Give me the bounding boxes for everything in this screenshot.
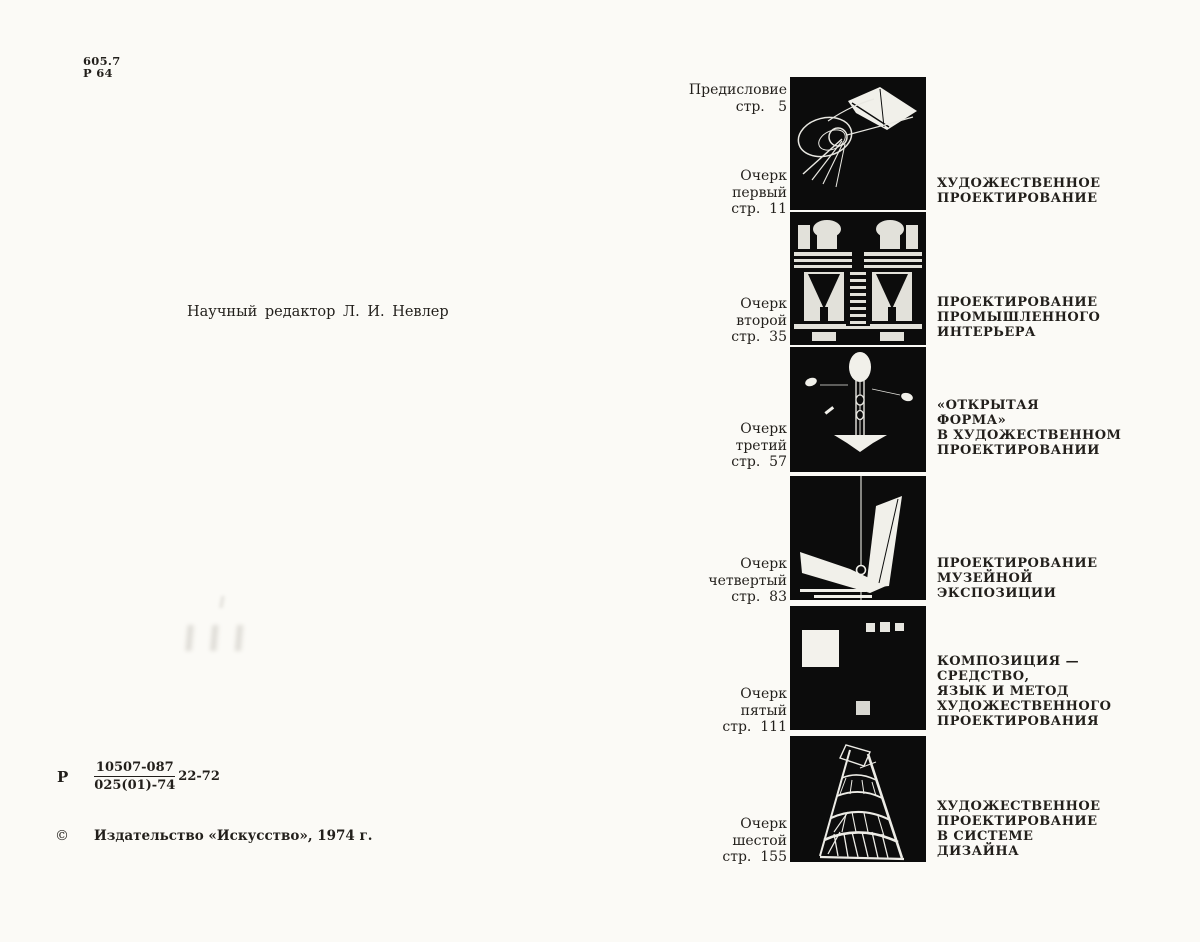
toc-label-essay-five: Очерк пятый стр. 111 <box>722 686 787 735</box>
toc-title-essay-two: ПРОЕКТИРОВАНИЕ ПРОМЫШЛЕННОГО ИНТЕРЬЕРА <box>937 295 1101 340</box>
toc-title-essay-five: КОМПОЗИЦИЯ — СРЕДСТВО, ЯЗЫК И МЕТОД ХУДОЖЕСТВЕННОГО ПРОЕКТИРОВАНИЯ <box>937 654 1112 729</box>
pendulum-form-image <box>790 347 926 472</box>
copyright-text: Издательство «Искусство», 1974 г. <box>94 828 373 844</box>
catalog-index <box>57 760 220 793</box>
thumbnail-essay-four <box>790 476 926 600</box>
toc-label-essay-two: Очерк второй стр. 35 <box>731 296 787 345</box>
toc-title-essay-four: ПРОЕКТИРОВАНИЕ МУЗЕЙНОЙ ЭКСПОЗИЦИИ <box>937 556 1098 601</box>
copyright-line <box>55 828 373 844</box>
thumbnail-essay-five <box>790 606 926 730</box>
industrial-machines-image <box>790 212 926 345</box>
squares-composition-image <box>790 606 926 730</box>
toc-label-essay-one: Очерк первый стр. 11 <box>731 168 787 217</box>
catalog-code: 605.7 Р 64 <box>83 54 121 80</box>
copyright-icon: © <box>55 828 69 844</box>
index-denominator: 025(01)-74 <box>94 778 176 793</box>
index-numerator: 10507-087 <box>95 760 174 775</box>
thumbnail-essay-one <box>790 77 926 210</box>
thumbnail-essay-three <box>790 347 926 472</box>
toc-label-preface: Предисловие стр. 5 <box>688 82 787 115</box>
index-suffix: 22-72 <box>178 769 220 784</box>
toc-title-essay-three: «ОТКРЫТАЯ ФОРМА» В ХУДОЖЕСТВЕННОМ ПРОЕКТИРОВАНИИ <box>937 398 1122 458</box>
pencil-smudge <box>145 625 280 651</box>
toc-label-essay-three: Очерк третий стр. 57 <box>731 421 787 470</box>
toc-label-essay-six: Очерк шестой стр. 155 <box>722 816 787 865</box>
lattice-tower-image <box>790 736 926 862</box>
editor-credit: Научный редактор Л. И. Невлер <box>187 304 449 320</box>
thumbnail-essay-two <box>790 212 926 345</box>
museum-stand-image <box>790 476 926 600</box>
pencil-smudge-small <box>193 596 253 608</box>
thumbnail-essay-six <box>790 736 926 862</box>
toc-title-essay-six: ХУДОЖЕСТВЕННОЕ ПРОЕКТИРОВАНИЕ В СИСТЕМЕ ДИЗАЙНА <box>937 799 1101 859</box>
toc-title-essay-one: ХУДОЖЕСТВЕННОЕ ПРОЕКТИРОВАНИЕ <box>937 176 1101 206</box>
abstract-winged-sketch-image <box>790 77 926 210</box>
index-fraction <box>94 760 175 793</box>
index-letter: Р <box>57 767 69 786</box>
toc-label-essay-four: Очерк четвертый стр. 83 <box>708 556 787 605</box>
